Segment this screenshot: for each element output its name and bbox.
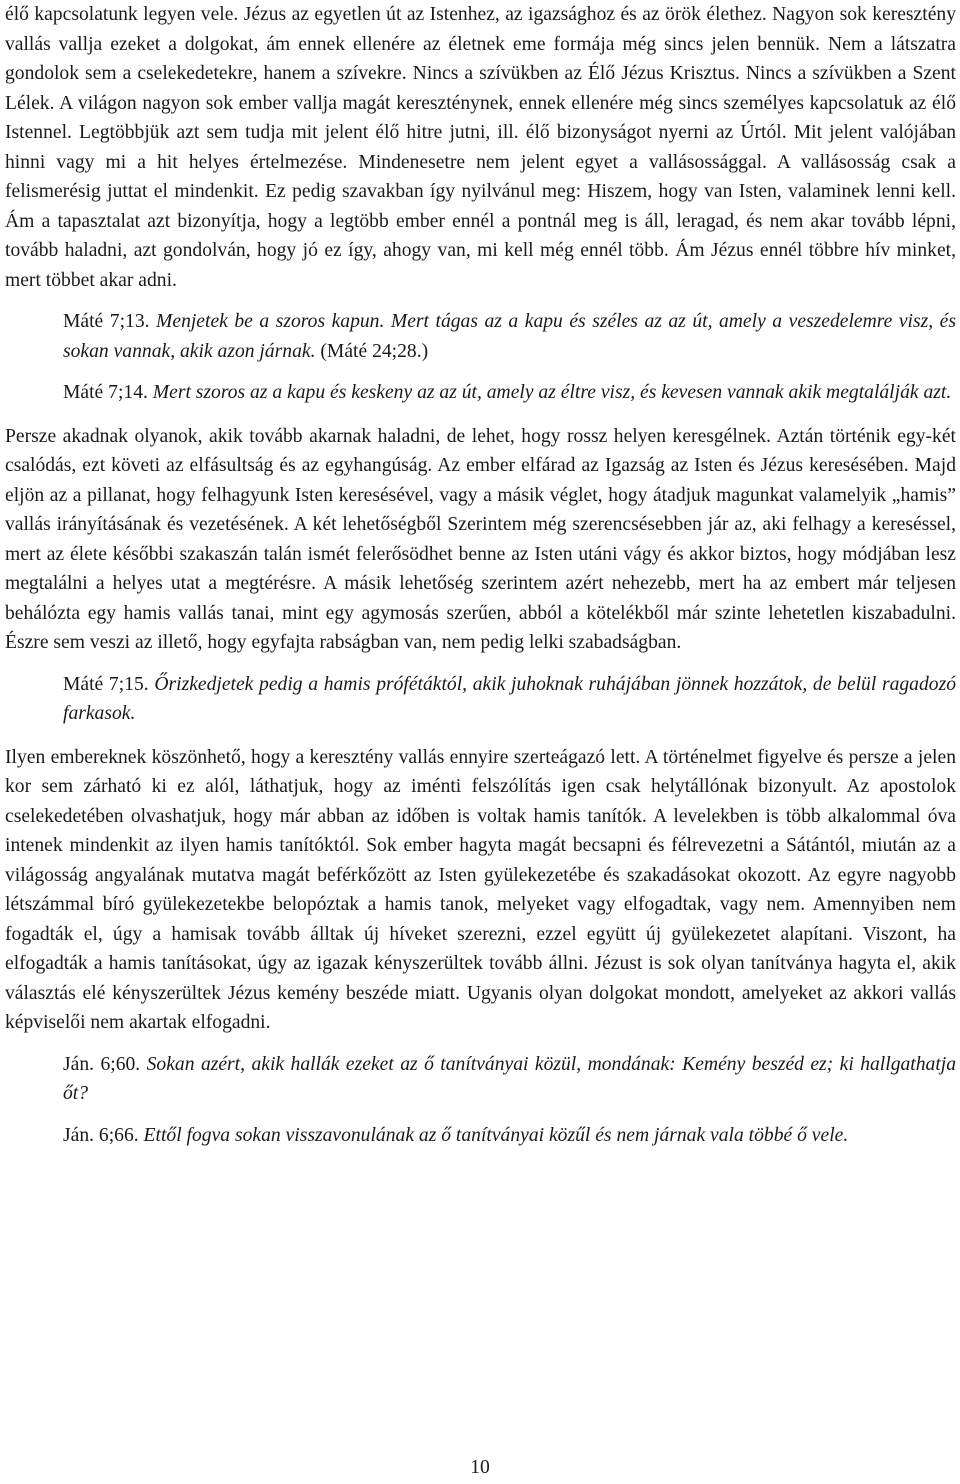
paragraph-1: élő kapcsolatunk legyen vele. Jézus az egyetlen út az Istenhez, az igazsághoz és az örök élethez. Nagyon sok keresztény vallás vallja ezeket a dolgokat, ám ennek ellenére az életnek eme formája még sincs jelen bennük. Nem a látszatra gondolok sem a cselekedetekre, hanem a szívekre. Nincs a szívükben az Élő Jézus Krisztus. Nincs a szívükben a Szent Lélek. A világon nagyon sok ember vallja magát kereszténynek, ennek ellenére még sincs személyes kapcsolatuk az élő Istennel. Legtöbbjük azt sem tudja mit jelent élő hitre jutni, ill. élő bizonyságot nyerni az Úrtól. Mit jelent valójában hinni vagy mi a hit helyes értelmezése. Mindenesetre nem jelent egyet a vallásossággal. A vallásosság csak a felismerésig juttat el mindenkit. Ez pedig szavakban így nyilvánul meg: Hiszem, hogy van Isten, valaminek lenni kell. Ám a tapasztalat azt bizonyítja, hogy a legtöbb ember ennél a pontnál meg is áll, leragad, és nem akar tovább lépni, tovább haladni, azt gondolván, hogy jó ez így, ahogy van, mi kell még ennél több. Ám Jézus ennél többre hív minket, mert többet akar adni.: [5, 4, 956, 291]
scripture-quote-jan-6-60: [5, 1050, 956, 1109]
quote-text: Menjetek be a szoros kapun. Mert tágas az a kapu és széles az az út, amely a veszedelemre visz, és sokan vannak, akik azon járnak.: [63, 311, 956, 362]
document-page: [5, 0, 956, 1150]
quote-reference: Máté 7;13.: [63, 311, 157, 332]
scripture-quote-mate-7-15: [5, 670, 956, 729]
page-number: 10: [470, 1457, 490, 1478]
quote-text: Mert szoros az a kapu és keskeny az az út, amely az éltre visz, és kevesen vannak akik megtalálják azt.: [152, 382, 952, 403]
paragraph-2: Persze akadnak olyanok, akik tovább akarnak haladni, de lehet, hogy rossz helyen keresgélnek. Aztán történik egy-két csalódás, ezt követi az elfásultság és az egyhangúság. Az ember elfárad az Igazság az Isten és Jézus keresésében. Majd eljön az a pillanat, hogy felhagyunk Isten keresésével, vagy a másik véglet, hogy átadjuk magunkat valamelyik „hamis” vallás irányításának és vezetésének. A két lehetőségből Szerintem még szerencsésebben jár az, aki felhagy a kereséssel, mert az élete későbbi szakaszán talán ismét felerősödhet benne az Isten utáni vágy és akkor biztos, hogy módjában lesz megtalálni a helyes utat a megtérésre. A másik lehetőség szerintem azért nehezebb, mert ha az embert már teljesen behálózta egy hamis vallás tanai, mint egy agymosás szerűen, abból a kötelékből már szinte lehetetlen kiszabadulni. Észre sem veszi az illető, hogy egyfajta rabságban van, nem pedig lelki szabadságban.: [5, 425, 956, 653]
scripture-quote-mate-7-13: [5, 307, 956, 366]
quote-text: Ettől fogva sokan visszavonulának az ő tanítványai közűl és nem járnak vala többé ő vele.: [143, 1124, 849, 1146]
scripture-quote-mate-7-14: [5, 378, 956, 408]
quote-reference: Ján. 6;66.: [63, 1124, 144, 1146]
quote-text: Sokan azért, akik hallák ezeket az ő tanítványai közül, mondának: Kemény beszéd ez; ki hallgathatja őt?: [63, 1053, 957, 1104]
scripture-quote-jan-6-66: [5, 1121, 956, 1151]
quote-reference: Máté 7;15.: [63, 673, 155, 695]
quote-text: Őrizkedjetek pedig a hamis prófétáktól, akik juhoknak ruhájában jönnek hozzátok, de belül ragadozó farkasok.: [63, 673, 956, 724]
quote-reference: Ján. 6;60.: [63, 1053, 147, 1075]
quote-cross-reference: (Máté 24;28.): [315, 340, 429, 362]
paragraph-3: Ilyen embereknek köszönhető, hogy a keresztény vallás ennyire szerteágazó lett. A történelmet figyelve és persze a jelen kor sem zárható ki ez alól, láthatjuk, hogy az iménti felszólítás igen csak helytállónak bizonyult. Az apostolok cselekedetében olvashatjuk, hogy már abban az időben is voltak hamis tanítók. A levelekben is több alkalommal óva intenek mindenkit az ilyen hamis tanítóktól. Sok ember hagyta magát becsapni és félrevezetni a Sátántól, miután az a világosság angyalának mutatva magát beférkőzött az Isten gyülekezetébe és szakadásokat okozott. Az egyre nagyobb létszámmal bíró gyülekezetekbe belopóztak a hamis tanok, melyeket vagy elfogadtak, vagy nem. Amennyiben nem fogadták el, úgy a hamisak tovább álltak új híveket szerezni, ezzel együtt új gyülekezetet alapítani. Viszont, ha elfogadták a hamis tanításokat, úgy az igazak kényszerültek tovább állni. Jézust is sok olyan tanítványa hagyta el, akik választás elé kényszerültek Jézus kemény beszéde miatt. Ugyanis olyan dolgokat mondott, amelyeket az akkori vallás képviselői nem akartak elfogadni.: [5, 746, 956, 1033]
quote-reference: Máté 7;14.: [63, 382, 153, 403]
